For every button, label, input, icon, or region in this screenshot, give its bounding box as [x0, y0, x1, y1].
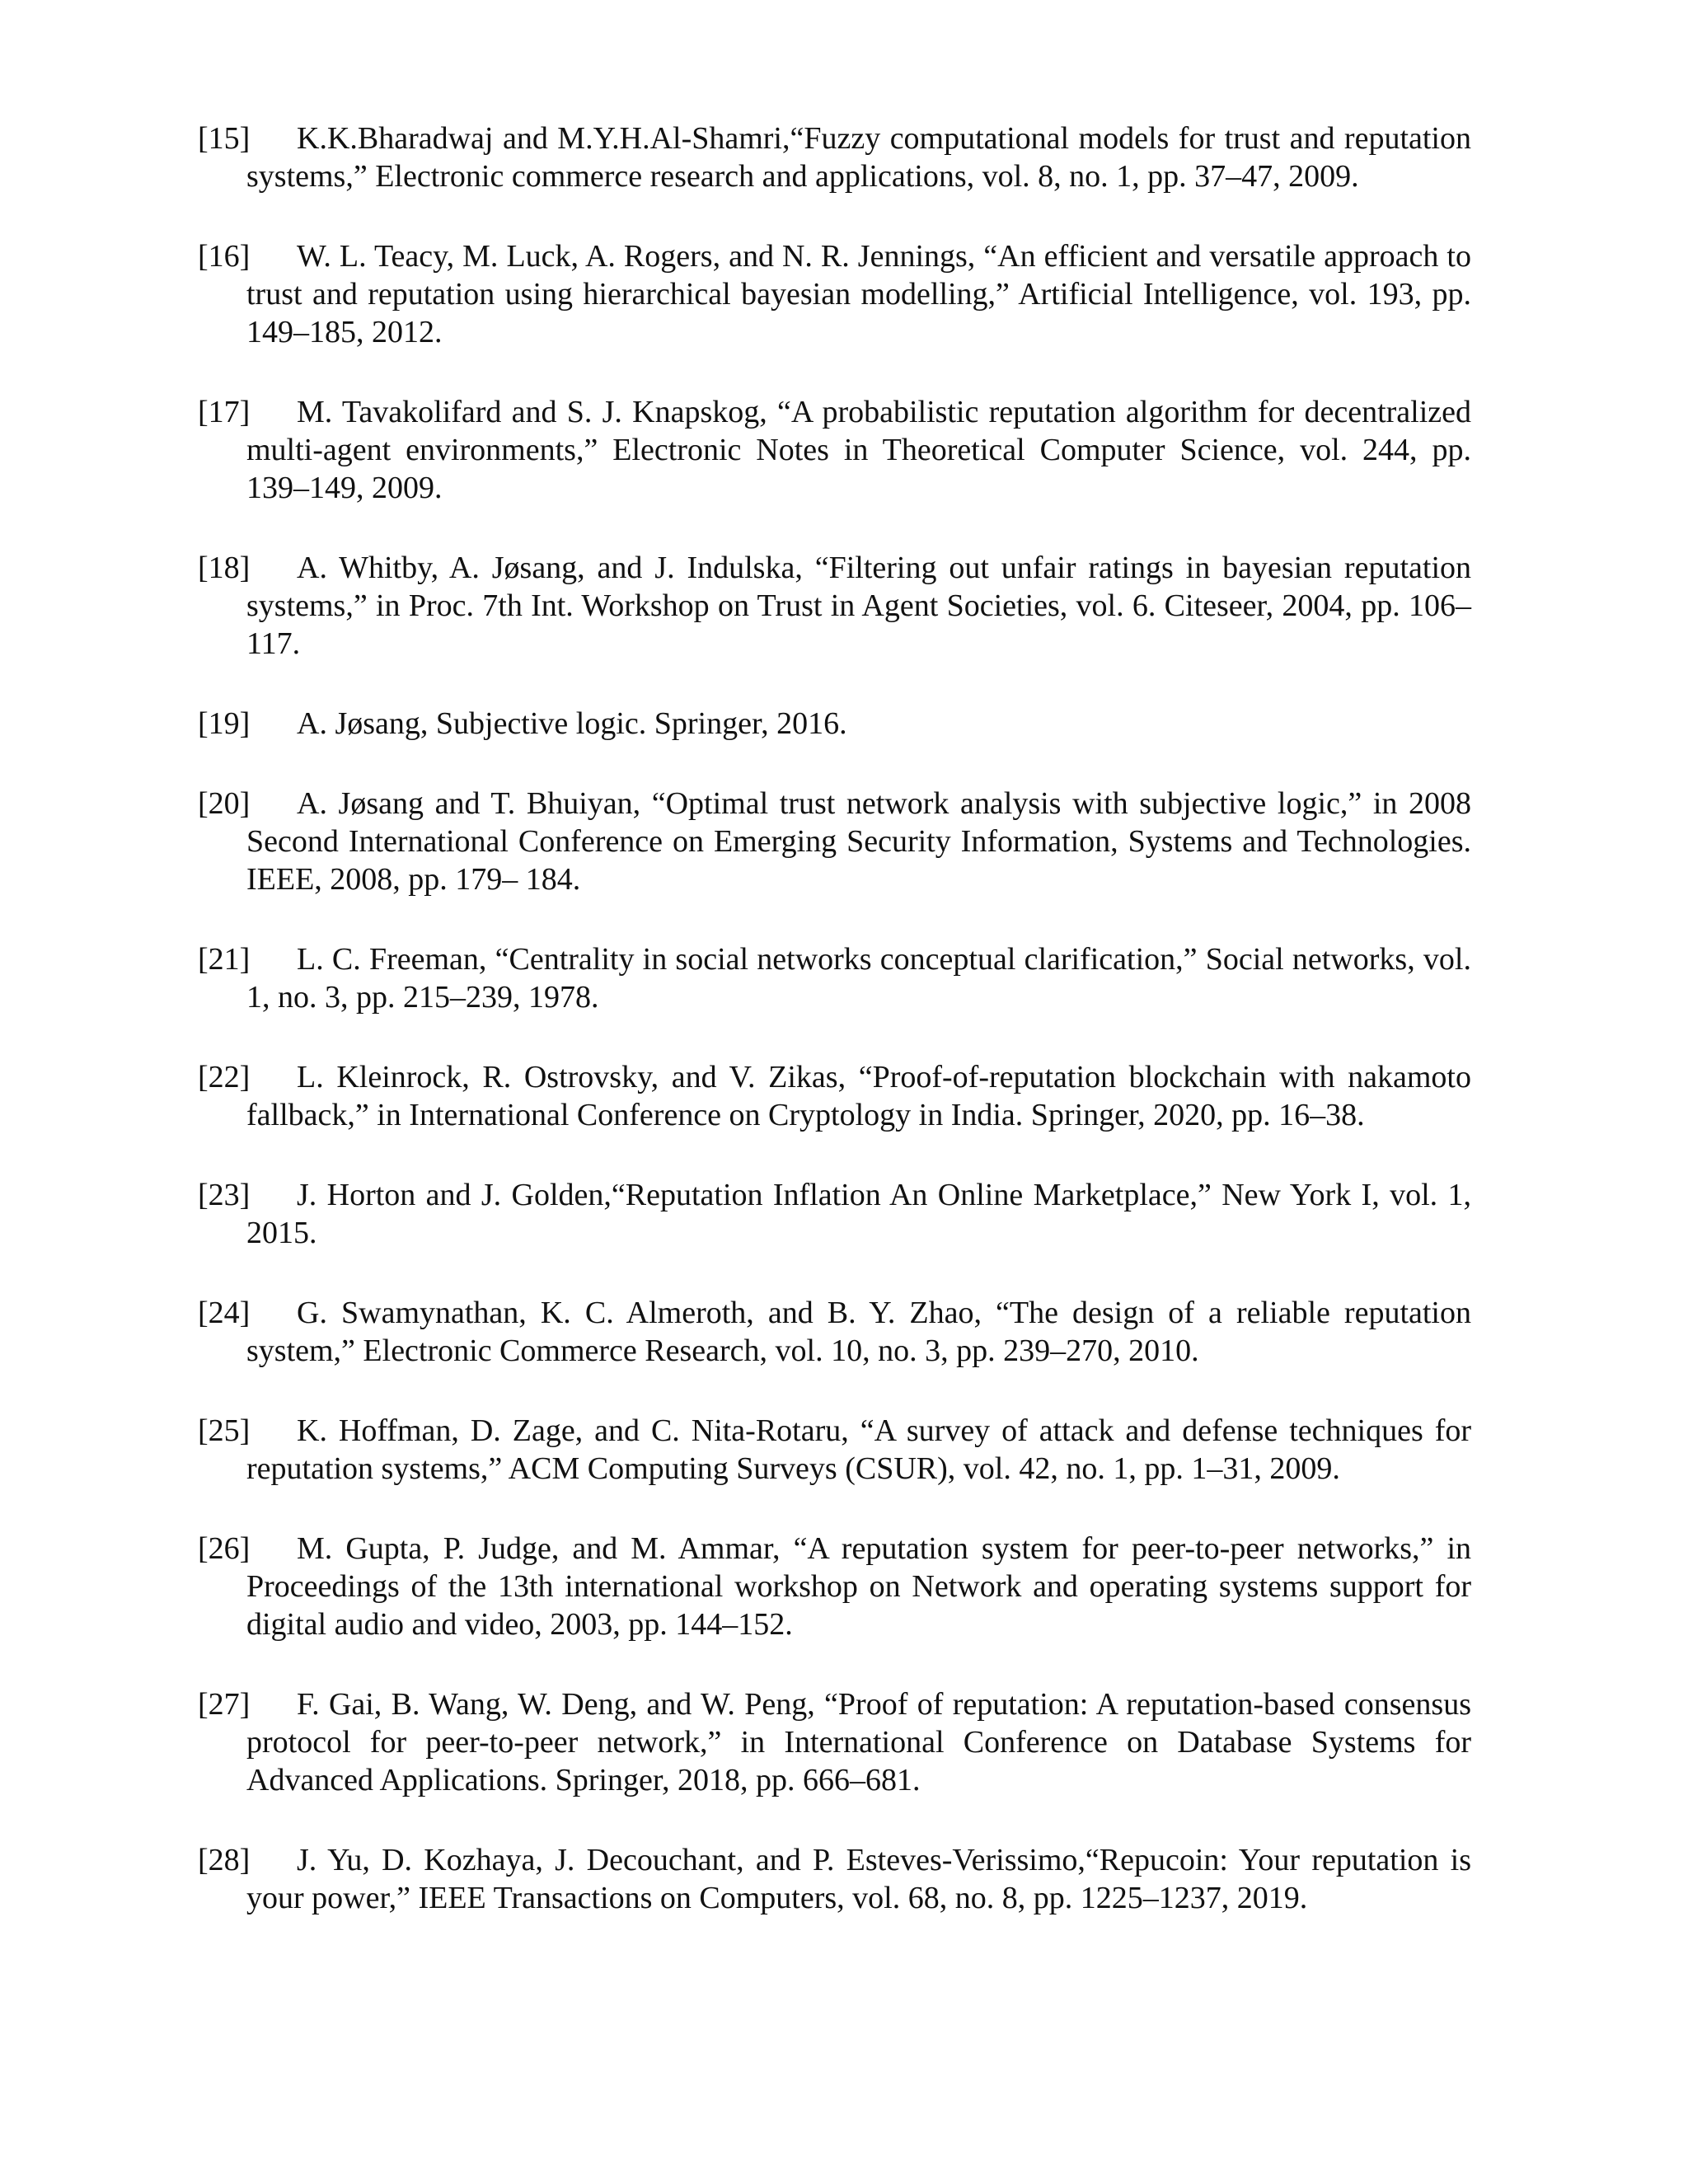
reference-number: [15]	[198, 121, 251, 156]
reference-text: M. Gupta, P. Judge, and M. Ammar, “A reputation system for peer-to-peer networks,” in Proceedings of the 13th international workshop on Network and operating systems support for digital audio and video, 2003, pp. 144–152.	[246, 1531, 1471, 1642]
reference-item	[198, 120, 1471, 195]
reference-text: J. Yu, D. Kozhaya, J. Decouchant, and P. Esteves-Verissimo,“Repucoin: Your reputation is your power,” IEEE Transactions on Computers, vol. 68, no. 8, pp. 1225–1237, 2019.	[246, 1843, 1471, 1915]
reference-item	[198, 1685, 1471, 1799]
reference-item	[198, 1412, 1471, 1488]
reference-item	[198, 549, 1471, 663]
reference-text: K. Hoffman, D. Zage, and C. Nita-Rotaru, “A survey of attack and defense techniques for reputation systems,” ACM Computing Surveys (CSUR), vol. 42, no. 1, pp. 1–31, 2009.	[246, 1413, 1471, 1486]
reference-number: [17]	[198, 395, 251, 429]
reference-text: M. Tavakolifard and S. J. Knapskog, “A probabilistic reputation algorithm for decentralized multi-agent environments,” Electronic Notes in Theoretical Computer Science, vol. 244, pp. 139–149, 2009.	[246, 395, 1471, 505]
reference-item	[198, 237, 1471, 351]
reference-text: L. C. Freeman, “Centrality in social networks conceptual clarification,” Social networks, vol. 1, no. 3, pp. 215–239, 1978.	[246, 942, 1471, 1015]
reference-item	[198, 1294, 1471, 1370]
reference-item	[198, 785, 1471, 898]
reference-number: [20]	[198, 786, 251, 821]
reference-number: [28]	[198, 1843, 251, 1877]
reference-number: [25]	[198, 1413, 251, 1448]
reference-item	[198, 1530, 1471, 1643]
reference-number: [23]	[198, 1178, 251, 1212]
reference-number: [26]	[198, 1531, 251, 1566]
reference-text: G. Swamynathan, K. C. Almeroth, and B. Y. Zhao, “The design of a reliable reputation system,” Electronic Commerce Research, vol. 10, no. 3, pp. 239–270, 2010.	[246, 1296, 1471, 1368]
reference-text: W. L. Teacy, M. Luck, A. Rogers, and N. R. Jennings, “An efficient and versatile approach to trust and reputation using hierarchical bayesian modelling,” Artificial Intelligence, vol. 193, pp. 149–185, 2012.	[246, 239, 1471, 349]
reference-number: [18]	[198, 551, 251, 585]
reference-item	[198, 393, 1471, 507]
reference-item	[198, 705, 1471, 743]
reference-item	[198, 1176, 1471, 1252]
reference-text: L. Kleinrock, R. Ostrovsky, and V. Zikas, “Proof-of-reputation blockchain with nakamoto fallback,” in International Conference on Cryptology in India. Springer, 2020, pp. 16–38.	[246, 1060, 1471, 1132]
reference-text: A. Whitby, A. Jøsang, and J. Indulska, “Filtering out unfair ratings in bayesian reputation systems,” in Proc. 7th Int. Workshop on Trust in Agent Societies, vol. 6. Citeseer, 2004, pp. 106–117.	[246, 551, 1471, 661]
reference-number: [27]	[198, 1687, 251, 1722]
reference-item	[198, 1058, 1471, 1134]
reference-number: [24]	[198, 1296, 251, 1330]
reference-text: J. Horton and J. Golden,“Reputation Inflation An Online Marketplace,” New York I, vol. 1, 2015.	[246, 1178, 1471, 1250]
reference-text: A. Jøsang, Subjective logic. Springer, 2016.	[297, 706, 847, 741]
reference-text: F. Gai, B. Wang, W. Deng, and W. Peng, “Proof of reputation: A reputation-based consensus protocol for peer-to-peer network,” in International Conference on Database Systems for Advanced Applications. Springer, 2018, pp. 666–681.	[246, 1687, 1471, 1797]
reference-number: [16]	[198, 239, 251, 274]
reference-number: [19]	[198, 706, 251, 741]
reference-item	[198, 940, 1471, 1016]
reference-number: [21]	[198, 942, 251, 977]
reference-text: K.K.Bharadwaj and M.Y.H.Al-Shamri,“Fuzzy computational models for trust and reputation systems,” Electronic commerce research and applications, vol. 8, no. 1, pp. 37–47, 2009.	[246, 121, 1471, 194]
reference-text: A. Jøsang and T. Bhuiyan, “Optimal trust network analysis with subjective logic,” in 2008 Second International Conference on Emerging Security Information, Systems and Technologies. IEEE, 2008, pp. 179– 184.	[246, 786, 1471, 897]
reference-list	[198, 120, 1471, 1959]
reference-item	[198, 1841, 1471, 1917]
reference-number: [22]	[198, 1060, 251, 1094]
